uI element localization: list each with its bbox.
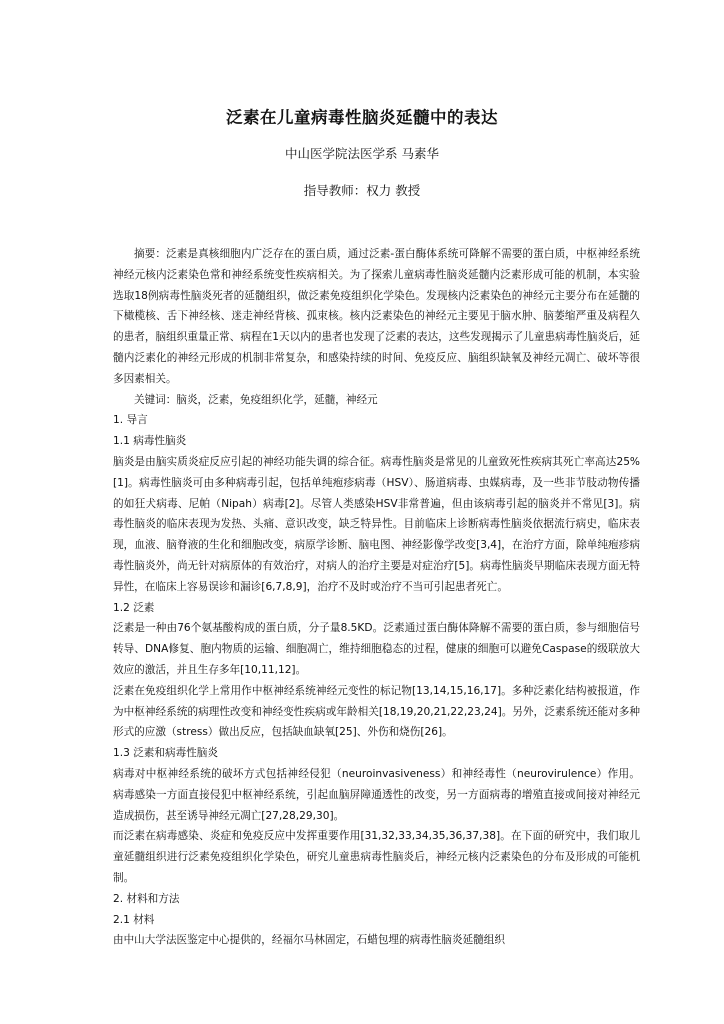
paragraph-2-1: 由中山大学法医鉴定中心提供的，经福尔马林固定，石蜡包埋的病毒性脑炎延髓组织: [113, 934, 505, 947]
section-heading-1-1: 1.1 病毒性脑炎: [113, 435, 187, 448]
paragraph-1-3b: 而泛素在病毒感染、炎症和免疫反应中发挥重要作用[31,32,33,34,35,36,37,38]。在下面的研究中，我们取儿童延髓组织进行泛素免疫组织化学染色，研究儿童患病毒性脑炎后，神经元核内泛素染色的分布及形成的可能机制。: [113, 830, 640, 884]
advisor-line: 指导教师：权力 教授: [303, 183, 421, 198]
paragraph-1-2b: 泛素在免疫组织化学上常用作中枢神经系统神经元变性的标记物[13,14,15,16,17]。多种泛素化结构被报道，作为中枢神经系统的病理性改变和神经变性疾病或年龄相关[18,19,20,21,22,23,24]。另外，泛素系统还能对多种形式的应激（stress）做出反应，包括缺血缺氧[25]、外伤和烧伤[26]。: [113, 684, 640, 739]
keywords-label: 关键词：: [134, 393, 177, 406]
author-affiliation: 中山医学院法医学系 马素华: [285, 146, 439, 161]
section-heading-1: 1. 导言: [113, 414, 148, 427]
paper-body: [113, 244, 640, 951]
section-heading-2: 2. 材料和方法: [113, 892, 180, 905]
keywords-text: 脑炎，泛素，免疫组织化学，延髓，神经元: [176, 393, 378, 406]
paragraph-1-1: 脑炎是由脑实质炎症反应引起的神经功能失调的综合征。病毒性脑炎是常见的儿童致死性疾病其死亡率高达25%[1]。病毒性脑炎可由多种病毒引起，包括单纯疱疹病毒（HSV）、肠道病毒、虫媒病毒，及一些非节肢动物传播的如狂犬病毒、尼帕（Nipah）病毒[2]。尽管人类感染HSV非常普遍，但由该病毒引起的脑炎并不常见[3]。病毒性脑炎的临床表现为发热、头痛、意识改变，缺乏特异性。目前临床上诊断病毒性脑炎依据流行病史，临床表现，血液、脑脊液的生化和细胞改变，病原学诊断、脑电图、神经影像学改变[3,4]，在治疗方面，除单纯疱疹病毒性脑炎外，尚无针对病原体的有效治疗，对病人的治疗主要是对症治疗[5]。病毒性脑炎早期临床表现方面无特异性，在临床上容易误诊和漏诊[6,7,8,9]，治疗不及时或治疗不当可引起患者死亡。: [113, 455, 640, 593]
section-heading-1-2: 1.2 泛素: [113, 601, 155, 614]
section-heading-2-1: 2.1 材料: [113, 913, 155, 926]
keywords-line: [113, 390, 640, 411]
paragraph-1-3a: 病毒对中枢神经系统的破坏方式包括神经侵犯（neuroinvasiveness）和神经毒性（neurovirulence）作用。病毒感染一方面直接侵犯中枢神经系统，引起血脑屏障通透性的改变，另一方面病毒的增殖直接或间接对神经元造成损伤，甚至诱导神经元凋亡[27,28,29,30]。: [113, 767, 640, 822]
abstract-paragraph: [113, 244, 640, 390]
section-heading-1-3: 1.3 泛素和病毒性脑炎: [113, 747, 218, 760]
paragraph-1-2a: 泛素是一种由76个氨基酸构成的蛋白质，分子量8.5KD。泛素通过蛋白酶体降解不需要的蛋白质，参与细胞信号转导、DNA修复、胞内物质的运输、细胞凋亡，维持细胞稳态的过程，健康的细胞可以避免Caspase的级联放大效应的激活，并且生存多年[10,11,12]。: [113, 622, 640, 676]
paper-title: 泛素在儿童病毒性脑炎延髓中的表达: [226, 108, 498, 127]
abstract-text: 泛素是真核细胞内广泛存在的蛋白质，通过泛素-蛋白酶体系统可降解不需要的蛋白质，中枢神经系统神经元核内泛素染色常和神经系统变性疾病相关。为了探索儿童病毒性脑炎延髓内泛素形成可能的机制，本实验选取18例病毒性脑炎死者的延髓组织，做泛素免疫组织化学染色。发现核内泛素染色的神经元主要分布在延髓的下橄榄核、舌下神经核、迷走神经背核、孤束核。核内泛素染色的神经元主要见于脑水肿、脑萎缩严重及病程久的患者，脑组织重量正常、病程在1天以内的患者也发现了泛素的表达，这些发现揭示了儿童患病毒性脑炎后，延髓内泛素化的神经元形成的机制非常复杂，和感染持续的时间、免疫反应、脑组织缺氧及神经元凋亡、破坏等很多因素相关。: [113, 248, 640, 385]
abstract-label: 摘要：: [134, 248, 167, 260]
